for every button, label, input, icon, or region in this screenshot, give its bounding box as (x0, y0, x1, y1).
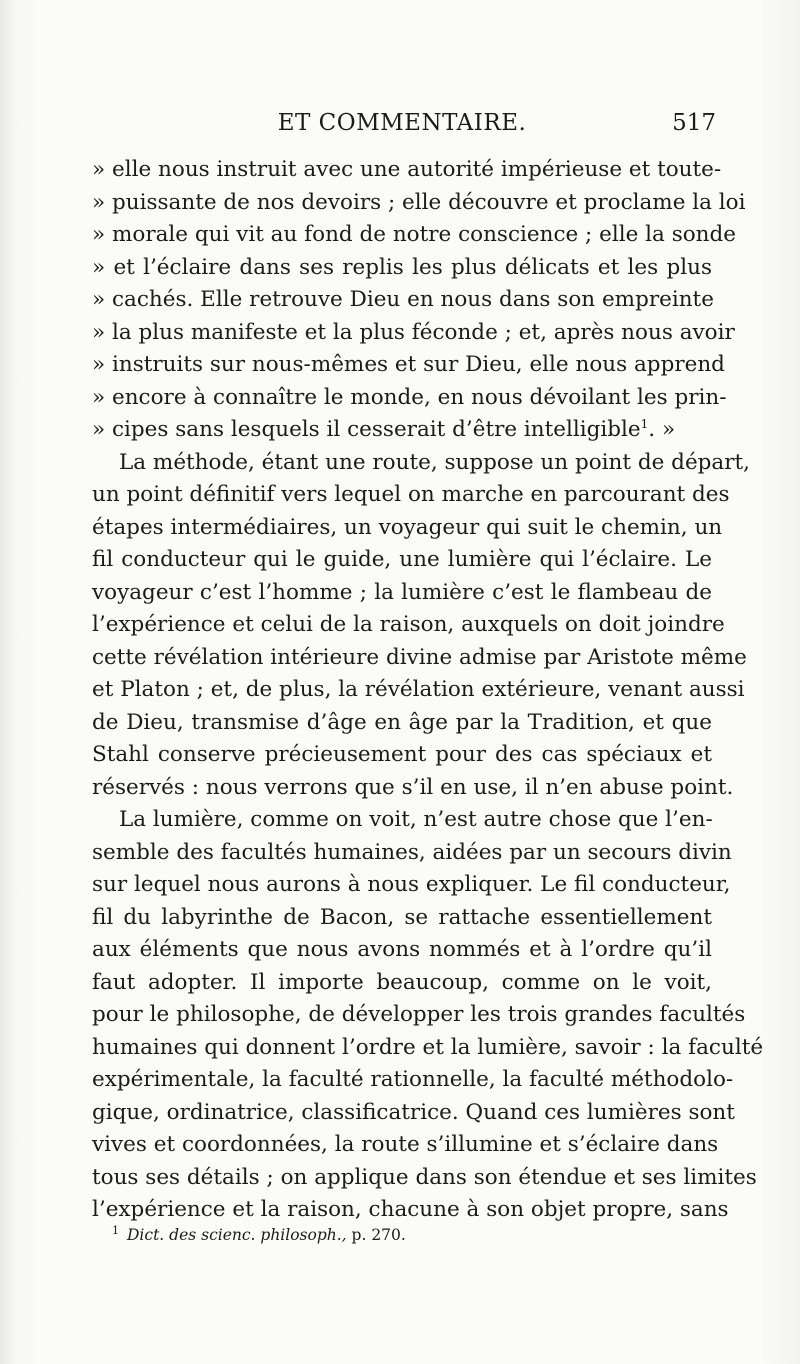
text-line: » cachés. Elle retrouve Dieu en nous dans son empreinte (92, 287, 714, 312)
text-line: un point définitif vers lequel on marche en parcourant des (92, 482, 730, 507)
text-line-content: » cipes sans lesquels il cesserait d’être intelligible (92, 417, 641, 442)
text-line: étapes intermédiaires, un voyageur qui suit le chemin, un (92, 514, 723, 540)
text-line: sur lequel nous aurons à nous expliquer. Le fil conducteur, (92, 872, 731, 897)
footnote-reference: 1 (640, 416, 649, 431)
text-line: Stahl conserve précieusement pour des cas spéciaux et (92, 742, 712, 767)
text-line: fil conducteur qui le guide, une lumière qui l’éclaire. Le (92, 547, 712, 572)
text-line: » instruits sur nous-mêmes et sur Dieu, elle nous apprend (92, 352, 725, 377)
text-line: tous ses détails ; on applique dans son étendue et ses limites (92, 1164, 757, 1190)
page-number: 517 (672, 110, 716, 136)
footnote-marker: 1 (112, 1224, 119, 1237)
text-line: aux éléments que nous avons nommés et à l’ordre qu’il (92, 937, 712, 962)
text-line: » encore à connaître le monde, en nous dévoilant les prin- (92, 384, 727, 410)
text-line: » puissante de nos devoirs ; elle découvre et proclame la loi (92, 189, 746, 215)
text-line: fil du labyrinthe de Bacon, se rattache essentiellement (92, 904, 712, 930)
text-line: » morale qui vit au fond de notre conscience ; elle la sonde (92, 222, 737, 247)
text-line-quote-end (92, 414, 712, 447)
running-head (92, 110, 716, 144)
footnote-citation: Dict. des scienc. philosoph., (127, 1226, 347, 1245)
text-line: cette révélation intérieure divine admise par Aristote même (92, 644, 747, 670)
running-title: ET COMMENTAIRE. (277, 110, 527, 136)
text-line: vives et coordonnées, la route s’illumine et s’éclaire dans (92, 1132, 719, 1157)
paragraph-start-line: La lumière, comme on voit, n’est autre chose que l’en- (119, 807, 713, 832)
paragraph-start-line: La méthode, étant une route, suppose un point de départ, (119, 449, 750, 475)
paragraph-end-line: réservés : nous verrons que s’il en use, il n’en abuse point. (92, 774, 734, 800)
text-line: » et l’éclaire dans ses replis les plus délicats et les plus (92, 254, 712, 280)
footnote (112, 1224, 612, 1244)
text-line: et Platon ; et, de plus, la révélation extérieure, venant aussi (92, 677, 745, 702)
text-line: l’expérience et celui de la raison, auxquels on doit joindre (92, 612, 725, 637)
text-line: expérimentale, la faculté rationnelle, la faculté méthodolo- (92, 1067, 734, 1092)
footnote-page: p. 270. (346, 1226, 406, 1245)
text-line: voyageur c’est l’homme ; la lumière c’est le flambeau de (92, 579, 712, 605)
text-line: gique, ordinatrice, classificatrice. Quand ces lumières sont (92, 1099, 735, 1125)
text-line: pour le philosophe, de développer les trois grandes facultés (92, 1002, 746, 1027)
text-line: l’expérience et la raison, chacune à son objet propre, sans (92, 1197, 729, 1222)
body-text (92, 154, 764, 1227)
text-line: » elle nous instruit avec une autorité impérieuse et toute- (92, 157, 722, 182)
text-line: semble des facultés humaines, aidées par un secours divin (92, 839, 732, 865)
quote-close: . » (648, 417, 676, 442)
text-line: faut adopter. Il importe beaucoup, comme on le voit, (92, 969, 712, 995)
text-line: » la plus manifeste et la plus féconde ; et, après nous avoir (92, 319, 735, 345)
text-line: humaines qui donnent l’ordre et la lumière, savoir : la faculté (92, 1034, 764, 1060)
text-line: de Dieu, transmise d’âge en âge par la Tradition, et que (92, 709, 712, 735)
